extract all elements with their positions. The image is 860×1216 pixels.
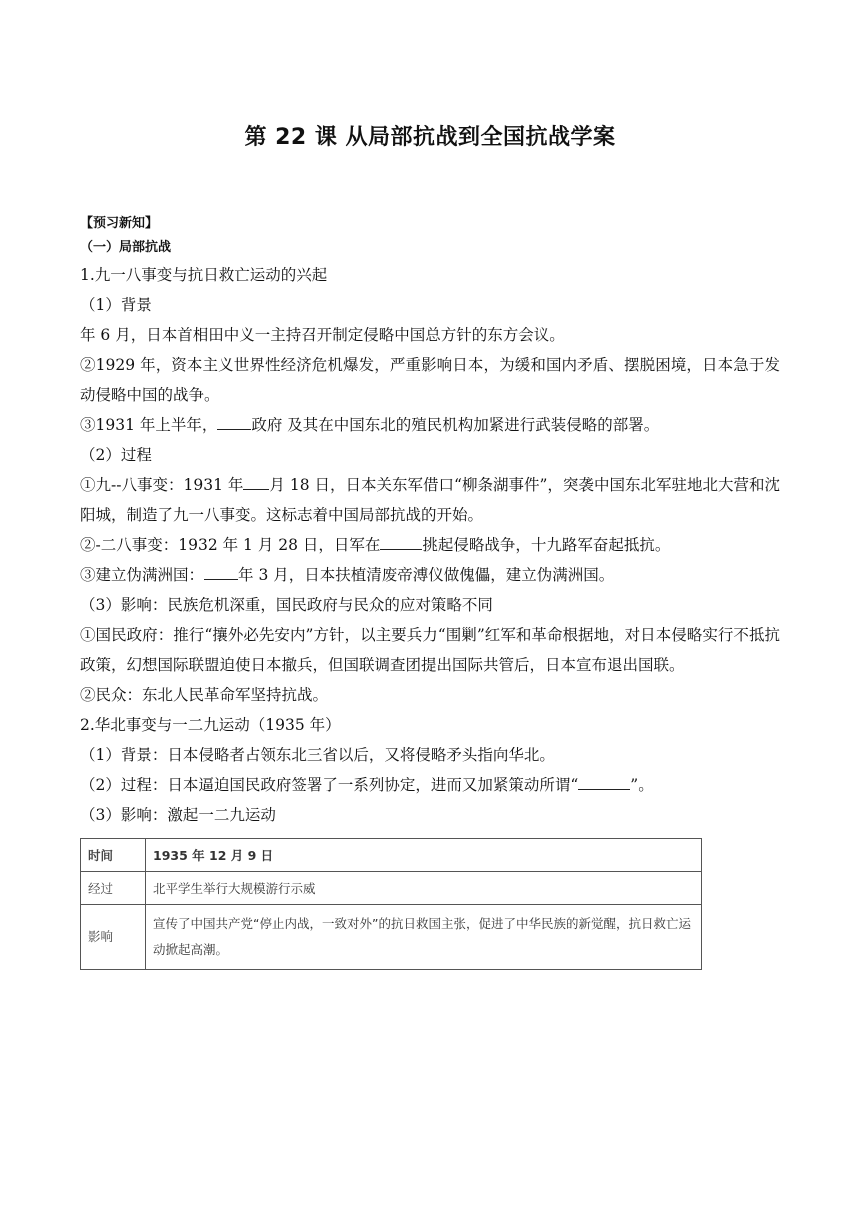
- fill-blank-year[interactable]: [204, 561, 238, 580]
- background-label: （1）背景: [80, 296, 152, 314]
- table-row: [81, 872, 702, 905]
- table-value: 宣传了中国共产党“停止内战，一致对外”的抗日救国主张，促进了中华民族的新觉醒，抗日救亡运动掀起高潮。: [146, 905, 702, 970]
- subsection-header: （一）局部抗战: [80, 240, 172, 255]
- puppet-state-before: ③建立伪满洲国：: [80, 566, 205, 584]
- table-key: 经过: [81, 872, 146, 905]
- north-process-line: [80, 770, 780, 800]
- people-line: ②民众：东北人民革命军坚持抗战。: [80, 686, 329, 704]
- document-body: [80, 212, 780, 970]
- table-key: 时间: [81, 839, 146, 872]
- fill-blank-month[interactable]: [243, 471, 269, 490]
- north-background-line: （1）背景：日本侵略者占领东北三省以后，又将侵略矛头指向华北。: [80, 746, 555, 764]
- impact-label: （3）影响：民族危机深重，国民政府与民众的应对策略不同: [80, 596, 493, 614]
- jan-28-line: [80, 530, 780, 560]
- north-impact-line: （3）影响：激起一二九运动: [80, 806, 276, 824]
- table-key: 影响: [81, 905, 146, 970]
- heading-sept-18: 1.九一八事变与抗日救亡运动的兴起: [80, 266, 328, 284]
- puppet-state-line: [80, 560, 780, 590]
- fill-blank-government[interactable]: [217, 411, 251, 430]
- national-government-para: ①国民政府：推行“攘外必先安内”方针，以主要兵力“围剿”红军和革命根据地，对日本侵略实行不抵抗政策，幻想国际联盟迫使日本撤兵，但国联调查团提出国际共管后，日本宣布退出国联。: [80, 626, 780, 674]
- line-1931-blank: [80, 410, 780, 440]
- page-title: 第 22 课 从局部抗战到全国抗战学案: [244, 125, 616, 150]
- puppet-state-after: 年 3 月，日本扶植清废帝溥仪做傀儡，建立伪满洲国。: [238, 566, 615, 584]
- north-process-before: （2）过程：日本逼迫国民政府签署了一系列协定，进而又加紧策动所谓“: [80, 776, 579, 794]
- sept-18-before: ①九--八事变：1931 年: [80, 476, 244, 494]
- jan-28-after: 挑起侵略战争，十九路军奋起抵抗。: [422, 536, 671, 554]
- north-process-after: ”。: [630, 776, 654, 794]
- economic-crisis-para: ②1929 年，资本主义世界性经济危机爆发，严重影响日本，为缓和国内矛盾、摆脱困境，日本急于发动侵略中国的战争。: [80, 356, 780, 404]
- sept-18-after: 月 18 日，日本关东军借口“柳条湖事件”，突袭中国东北军驻地北大营和沈阳城，制造了九一八事变。这标志着中国局部抗战的开始。: [80, 476, 780, 524]
- eastern-conference-line: 年 6 月，日本首相田中义一主持召开制定侵略中国总方针的东方会议。: [80, 326, 565, 344]
- jan-28-before: ②-二八事变：1932 年 1 月 28 日，日军在: [80, 536, 381, 554]
- table-value: 1935 年 12 月 9 日: [146, 839, 702, 872]
- line-1931-after: 政府 及其在中国东北的殖民机构加紧进行武装侵略的部署。: [251, 416, 660, 434]
- dec-9-table: [80, 838, 702, 970]
- table-row: [81, 839, 702, 872]
- heading-north-china: 2.华北事变与一二九运动（1935 年）: [80, 716, 341, 734]
- table-value: 北平学生举行大规模游行示威: [146, 872, 702, 905]
- sept-18-para: [80, 470, 780, 530]
- fill-blank-autonomy[interactable]: [578, 771, 630, 790]
- process-label: （2）过程: [80, 446, 152, 464]
- section-header: 【预习新知】: [80, 216, 159, 231]
- table-row: [81, 905, 702, 970]
- line-1931-before: ③1931 年上半年，: [80, 416, 218, 434]
- fill-blank-place[interactable]: [380, 531, 422, 550]
